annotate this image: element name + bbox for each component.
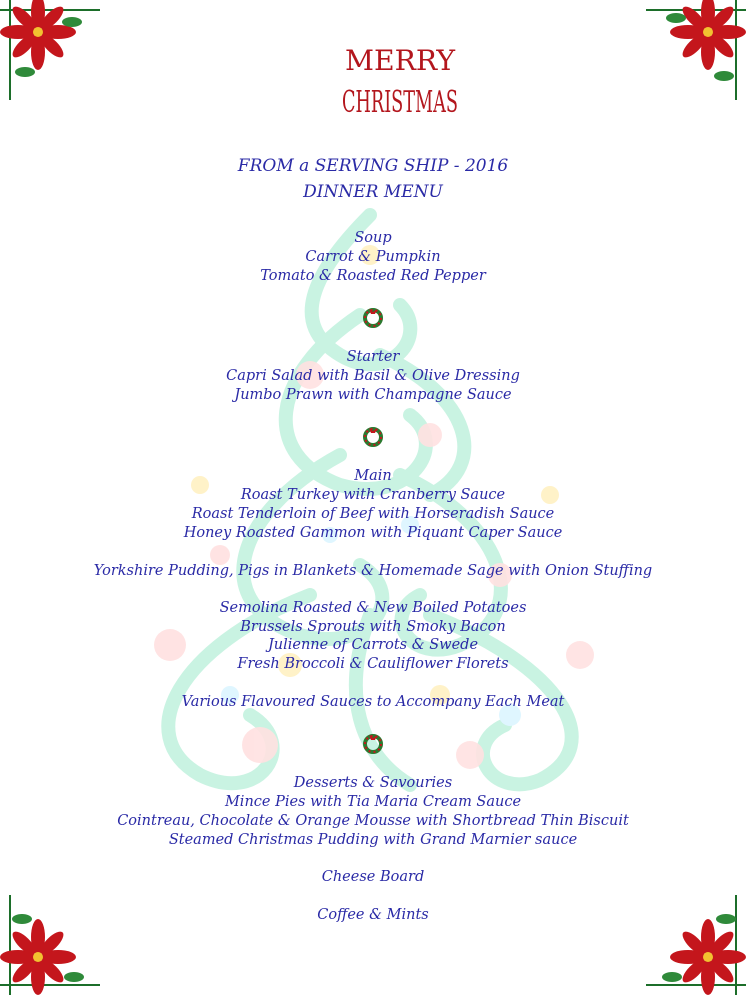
menu-item: Semolina Roasted & New Boiled Potatoes — [219, 600, 527, 616]
menu-sauces: Various Flavoured Sauces to Accompany Each Meat — [181, 694, 565, 710]
menu-title: FROM a SERVING SHIP - 2016 — [237, 156, 509, 176]
menu-item: Roast Tenderloin of Beef with Horseradish Sauce — [191, 506, 555, 522]
menu-subtitle: DINNER MENU — [303, 182, 443, 202]
menu-item: Honey Roasted Gammon with Piquant Caper Sauce — [183, 525, 563, 541]
logo-line-2: CHRISTMAS — [342, 85, 458, 120]
menu-item: Jumbo Prawn with Champagne Sauce — [234, 387, 512, 403]
logo-line-1: MERRY — [345, 44, 456, 77]
wreath-icon — [361, 424, 385, 448]
merry-christmas-logo — [340, 36, 460, 120]
menu-item: Cointreau, Chocolate & Orange Mousse with Shortbread Thin Biscuit — [117, 813, 629, 829]
section-heading-desserts: Desserts & Savouries — [293, 775, 453, 791]
wreath-icon — [361, 305, 385, 329]
section-heading-soup: Soup — [354, 230, 392, 246]
menu-item: Tomato & Roasted Red Pepper — [260, 268, 486, 284]
poinsettia-corner-bottom-right — [636, 885, 746, 995]
menu-item: Carrot & Pumpkin — [305, 249, 441, 265]
menu-item: Roast Turkey with Cranberry Sauce — [240, 487, 506, 503]
poinsettia-corner-top-left — [0, 0, 110, 110]
menu-item: Brussels Sprouts with Smoky Bacon — [240, 619, 506, 635]
menu-extras: Yorkshire Pudding, Pigs in Blankets & Homemade Sage with Onion Stuffing — [93, 563, 653, 579]
menu-cheese: Cheese Board — [321, 869, 425, 885]
poinsettia-corner-top-right — [636, 0, 746, 110]
wreath-icon — [361, 731, 385, 755]
menu-item: Fresh Broccoli & Cauliflower Florets — [237, 656, 509, 672]
menu-item: Capri Salad with Basil & Olive Dressing — [226, 368, 520, 384]
poinsettia-corner-bottom-left — [0, 885, 110, 995]
section-heading-starter: Starter — [346, 349, 400, 365]
menu-coffee: Coffee & Mints — [317, 907, 429, 923]
menu-item: Mince Pies with Tia Maria Cream Sauce — [224, 794, 522, 810]
menu-item: Julienne of Carrots & Swede — [267, 637, 479, 653]
section-heading-main: Main — [354, 468, 392, 484]
menu-item: Steamed Christmas Pudding with Grand Marnier sauce — [168, 832, 578, 848]
